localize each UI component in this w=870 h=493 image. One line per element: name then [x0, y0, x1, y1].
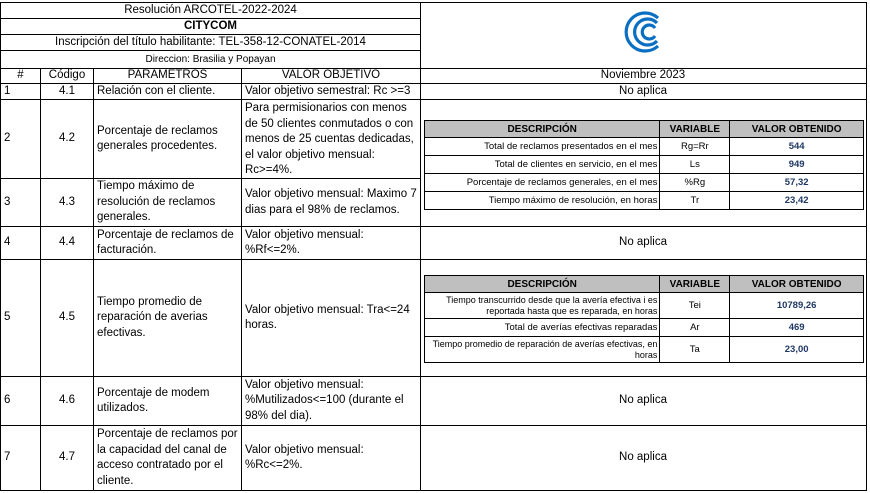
row-6-target: Valor objetivo mensual: %Mutilizados<=100 (durante el 98% del dia).	[241, 377, 421, 426]
repair-value: 23,00	[730, 337, 864, 363]
row-5-param: Tiempo promedio de reparación de averias efectivas.	[93, 260, 241, 377]
claims-header-value: VALOR OBTENIDO	[730, 121, 864, 138]
repair-var: Ta	[660, 337, 730, 363]
claims-var: Ls	[660, 156, 730, 174]
row-6-param: Porcentaje de modem utilizados.	[93, 377, 241, 426]
row-3-param: Tiempo máximo de resolución de reclamos generales.	[93, 179, 241, 227]
claims-header-desc: DESCRIPCIÓN	[425, 121, 660, 138]
row-5-num: 5	[0, 260, 40, 377]
repair-value: 10789,26	[730, 293, 864, 319]
row-4-param: Porcentaje de reclamos de facturación.	[93, 227, 241, 260]
claims-desc: Total de clientes en servicio, en el mes	[425, 156, 660, 174]
col-header-param: PARAMETROS	[93, 68, 241, 84]
claims-desc: Tiempo máximo de resolución, en horas	[425, 192, 660, 210]
row-4-num: 4	[0, 227, 40, 260]
repair-var: Ar	[660, 319, 730, 337]
claims-value: 57,32	[730, 174, 864, 192]
row-3-code: 4.3	[40, 179, 93, 227]
claims-desc: Total de reclamos presentados en el mes	[425, 138, 660, 156]
row-3-target: Valor objetivo mensual: Maximo 7 dias para el 98% de reclamos.	[241, 179, 421, 227]
row-5-code: 4.5	[40, 260, 93, 377]
row-4-result: No aplica	[420, 227, 867, 260]
row-2-param: Porcentaje de reclamos generales procedentes.	[93, 100, 241, 179]
table-row	[425, 174, 864, 192]
repair-table-header	[425, 276, 864, 293]
address-text: Direccion: Brasilia y Popayan	[0, 50, 421, 68]
row-7-code: 4.7	[40, 426, 93, 491]
row-2-target: Para permisionarios con menos de 50 clientes conmutados o con menos de 25 cuentas dedicadas, el valor objetivo mensual: Rc>=4%.	[241, 100, 421, 179]
row-5-target: Valor objetivo mensual: Tra<=24 horas.	[241, 260, 421, 377]
row-7-result: No aplica	[420, 426, 867, 491]
row-1-target: Valor objetivo semestral: Rc >=3	[241, 84, 421, 100]
repair-var: Tei	[660, 293, 730, 319]
inscription-text: Inscripción del título habilitante: TEL-358-12-CONATEL-2014	[0, 34, 421, 50]
claims-table	[424, 120, 864, 210]
claims-table-header	[425, 121, 864, 138]
table-row	[425, 138, 864, 156]
table-row	[425, 156, 864, 174]
col-header-code: Código	[40, 68, 93, 84]
col-header-target: VALOR OBJETIVO	[241, 68, 421, 84]
table-row	[425, 192, 864, 210]
claims-var: Tr	[660, 192, 730, 210]
repair-value: 469	[730, 319, 864, 337]
row-4-target: Valor objetivo mensual: %Rf<=2%.	[241, 227, 421, 260]
claims-value: 949	[730, 156, 864, 174]
repair-table	[424, 275, 864, 363]
row-6-result: No aplica	[420, 377, 867, 426]
row-7-target: Valor objetivo mensual: %Rc<=2%.	[241, 426, 421, 491]
claims-value: 544	[730, 138, 864, 156]
citycom-logo-icon	[621, 8, 669, 56]
table-row	[425, 293, 864, 319]
claims-value: 23,42	[730, 192, 864, 210]
row-7-param: Porcentaje de reclamos por la capacidad del canal de acceso contratado por el cliente.	[93, 426, 241, 491]
repair-desc: Tiempo promedio de reparación de averías efectivas, en horas	[425, 337, 660, 363]
row-2-code: 4.2	[40, 100, 93, 179]
repair-header-value: VALOR OBTENIDO	[730, 276, 864, 293]
col-header-num: #	[0, 68, 40, 84]
table-row	[425, 319, 864, 337]
row-1-param: Relación con el cliente.	[93, 84, 241, 100]
col-header-period: Noviembre 2023	[420, 68, 867, 84]
company-name: CITYCOM	[0, 18, 421, 34]
repair-header-var: VARIABLE	[660, 276, 730, 293]
repair-header-desc: DESCRIPCIÓN	[425, 276, 660, 293]
resolution-title: Resolución ARCOTEL-2022-2024	[0, 2, 421, 18]
row-6-code: 4.6	[40, 377, 93, 426]
claims-desc: Porcentaje de reclamos generales, en el mes	[425, 174, 660, 192]
row-1-num: 1	[0, 84, 40, 100]
row-3-num: 3	[0, 179, 40, 227]
row-6-num: 6	[0, 377, 40, 426]
repair-desc: Total de averías efectivas reparadas	[425, 319, 660, 337]
table-row	[425, 337, 864, 363]
claims-var: %Rg	[660, 174, 730, 192]
row-2-num: 2	[0, 100, 40, 179]
row-1-code: 4.1	[40, 84, 93, 100]
row-7-num: 7	[0, 426, 40, 491]
claims-header-var: VARIABLE	[660, 121, 730, 138]
claims-var: Rg=Rr	[660, 138, 730, 156]
row-1-result: No aplica	[420, 84, 867, 100]
repair-desc: Tiempo transcurrido desde que la avería efectiva i es reportada hasta que es reparada, en horas	[425, 293, 660, 319]
row-4-code: 4.4	[40, 227, 93, 260]
